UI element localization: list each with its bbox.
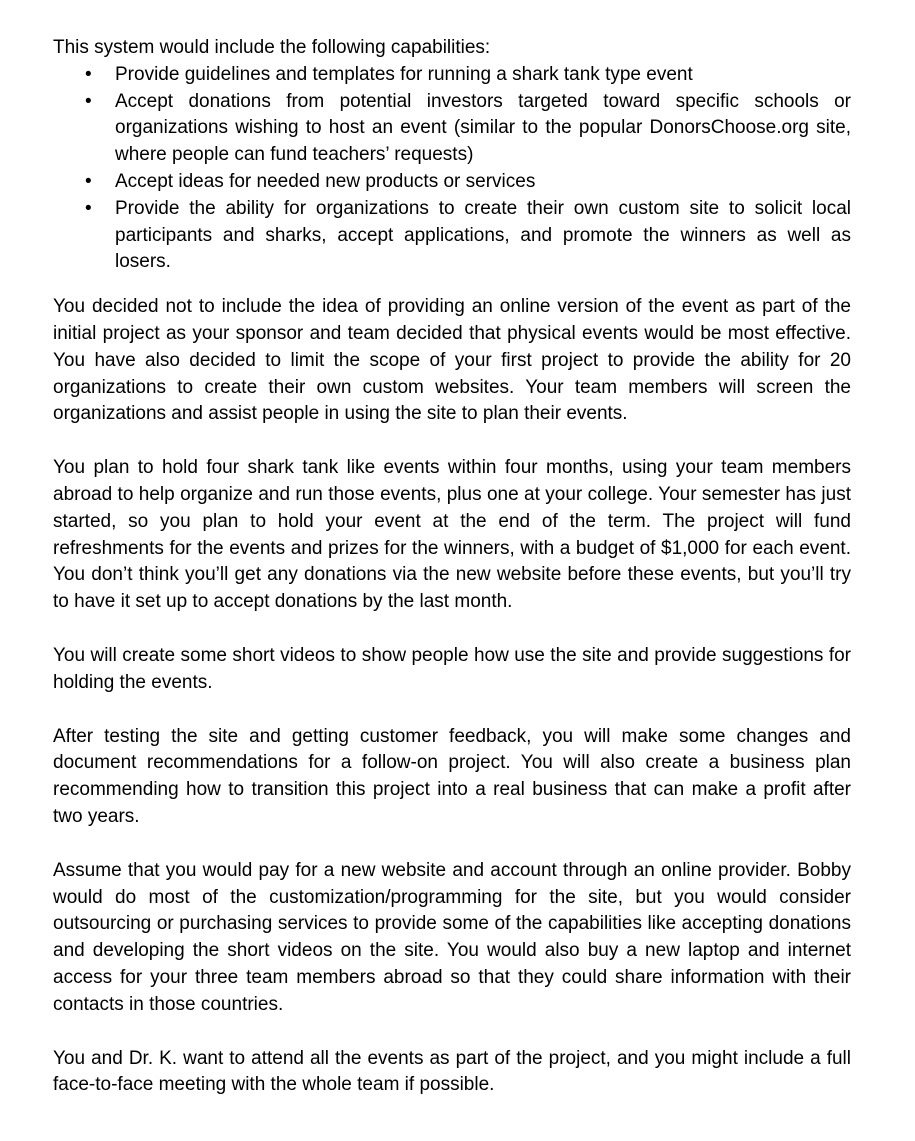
list-item-text: Provide the ability for organizations to create their own custom site to solicit local participants and sharks, accept applications, and promote the winners as well as losers. xyxy=(115,197,851,273)
bullet-icon: • xyxy=(85,197,92,219)
list-item xyxy=(85,62,851,89)
list-item xyxy=(85,169,851,196)
list-item-text: Provide guidelines and templates for running a shark tank type event xyxy=(115,63,693,85)
paragraph-attendance: You and Dr. K. want to attend all the events as part of the project, and you might include a full face-to-face meeting with the whole team if possible. xyxy=(53,1047,851,1096)
list-item xyxy=(85,196,851,276)
capabilities-list xyxy=(53,62,851,276)
bullet-icon: • xyxy=(85,63,92,85)
list-item xyxy=(85,89,851,169)
paragraph-videos: You will create some short videos to show people how use the site and provide suggestions for holding the events. xyxy=(53,644,851,693)
bullet-icon: • xyxy=(85,170,92,192)
paragraph-scope: You decided not to include the idea of providing an online version of the event as part of the initial project as your sponsor and team decided that physical events would be most effective. You have also decided to limit the scope of your first project to provide the ability for 20 organizations to create their own custom websites. Your team members will screen the organizations and assist people in using the site to plan their events. xyxy=(53,296,851,425)
document-page xyxy=(53,35,851,1099)
paragraph-testing: After testing the site and getting customer feedback, you will make some changes and document recommendations for a follow-on project. You will also create a business plan recommending how to transition this project into a real business that can make a profit after two years. xyxy=(53,725,851,827)
list-item-text: Accept donations from potential investors targeted toward specific schools or organizations wishing to host an event (similar to the popular DonorsChoose.org site, where people can fund teachers’ requests) xyxy=(115,90,851,166)
capabilities-intro: This system would include the following capabilities: xyxy=(53,37,491,58)
list-item-text: Accept ideas for needed new products or services xyxy=(115,170,536,192)
paragraph-website-costs: Assume that you would pay for a new website and account through an online provider. Bobby would do most of the customization/programming for the site, but you would consider outsourcing or purchasing services to provide some of the capabilities like accepting donations and developing the short videos on the site. You would also buy a new laptop and internet access for your three team members abroad so that they could share information with their contacts in those countries. xyxy=(53,859,851,1015)
paragraph-events: You plan to hold four shark tank like events within four months, using your team members abroad to help organize and run those events, plus one at your college. Your semester has just started, so you plan to hold your event at the end of the term. The project will fund refreshments for the events and prizes for the winners, with a budget of $1,000 for each event. You don’t think you’ll get any donations via the new website before these events, but you’ll try to have it set up to accept donations by the last month. xyxy=(53,457,851,613)
bullet-icon: • xyxy=(85,90,92,112)
